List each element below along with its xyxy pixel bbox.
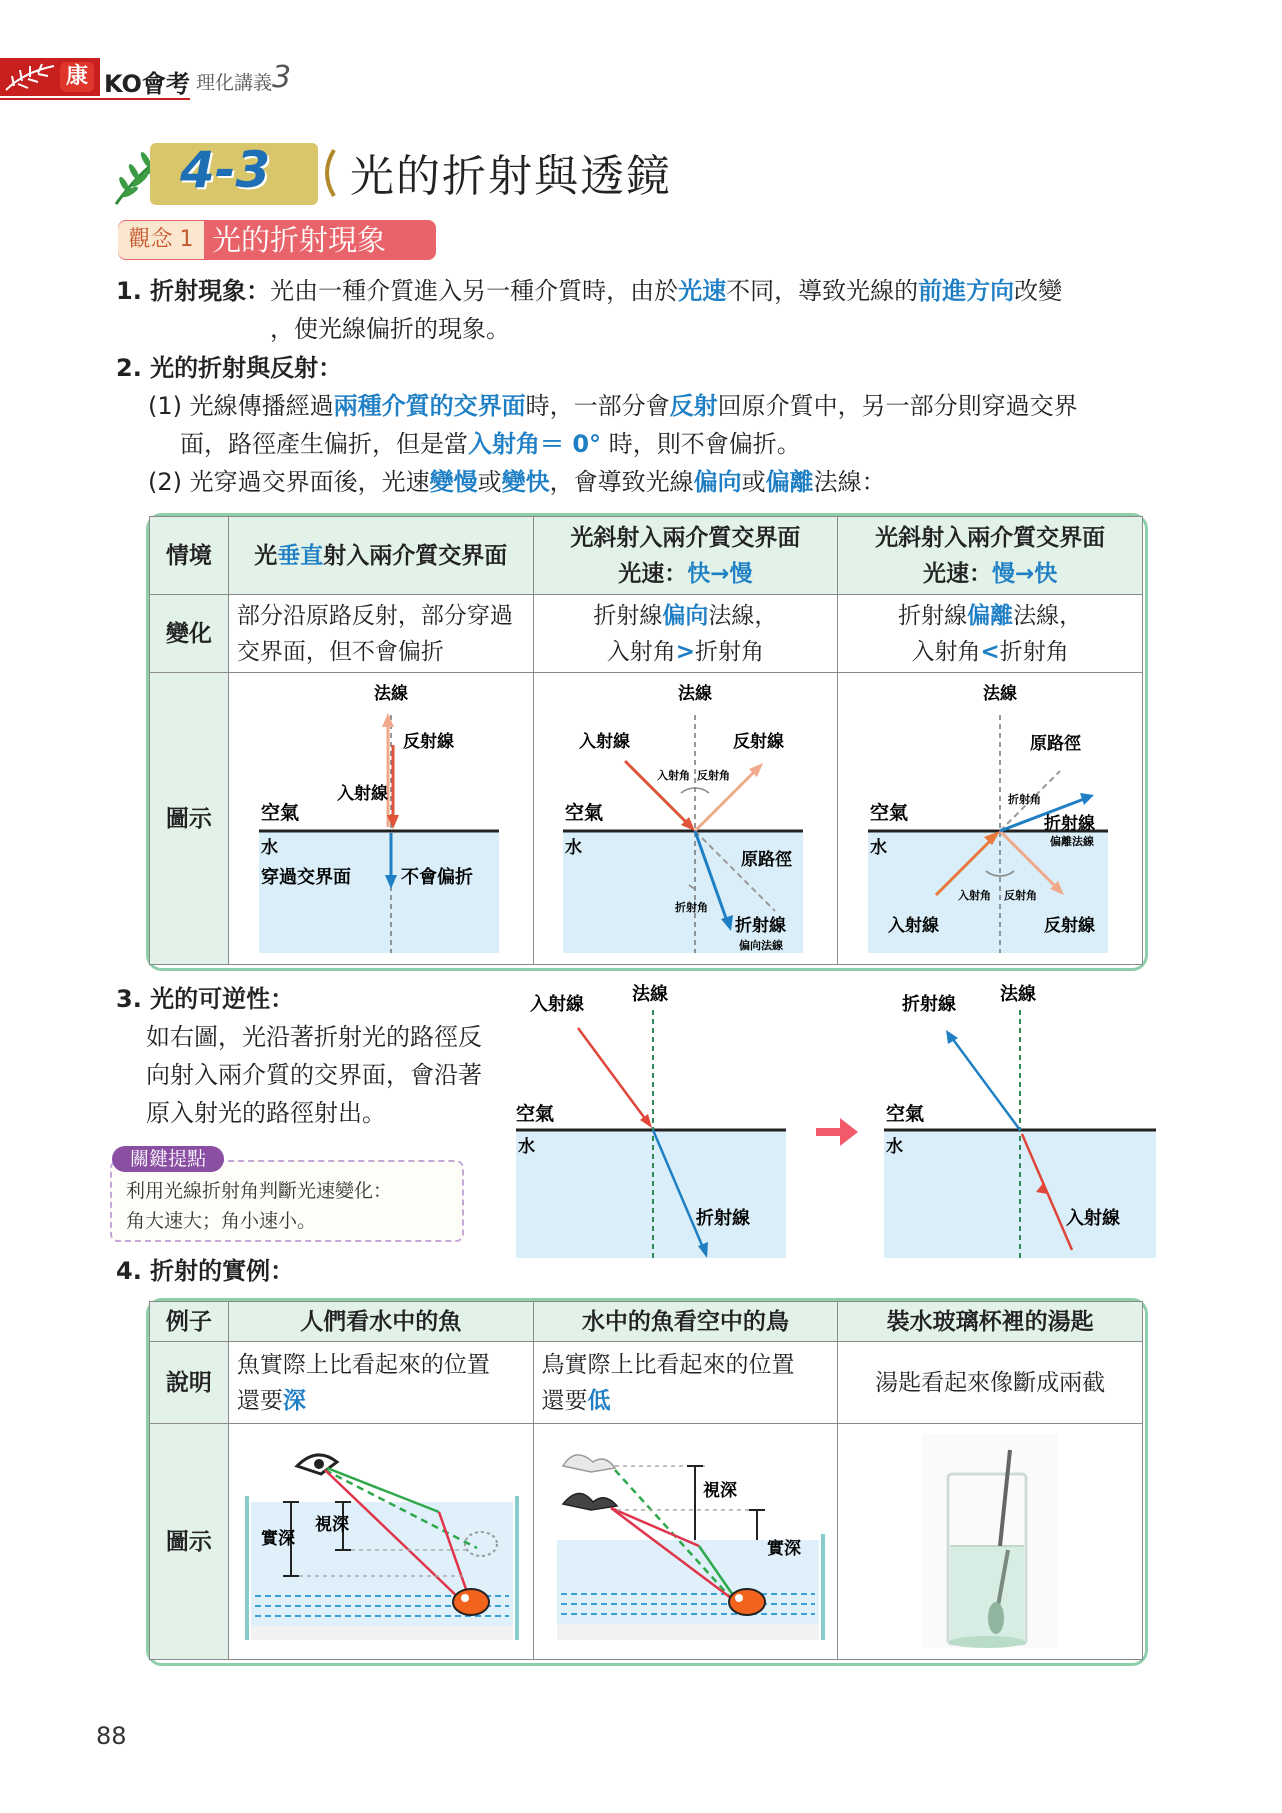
bracket-icon — [316, 146, 340, 200]
label-refracted: 折射線 — [902, 994, 956, 1015]
series-title: KO會考 — [104, 70, 190, 98]
label-air: 空氣 — [565, 801, 604, 824]
label-toward-normal: 偏向法線 — [739, 938, 784, 952]
row-header-diagram: 圖示 — [150, 1424, 229, 1660]
palm-leaf-icon — [4, 62, 56, 92]
label-apparent-depth: 視深 — [703, 1480, 738, 1501]
explain-1: 魚實際上比看起來的位置 還要深 — [228, 1342, 533, 1424]
label-reflection-angle: 反射角 — [697, 768, 731, 782]
label-away-normal: 偏離法線 — [1050, 834, 1095, 848]
label-incident: 入射線 — [530, 994, 584, 1015]
label-reflection-angle: 反射角 — [1004, 888, 1038, 902]
col-2-header: 光斜射入兩介質交界面 光速：快→慢 — [533, 517, 838, 595]
refracted-ray-right — [952, 1038, 1020, 1130]
diagram-spoon — [838, 1424, 1143, 1660]
reflected-arrow-icon — [382, 713, 394, 727]
label-refraction-angle: 折射角 — [675, 900, 709, 914]
tip-tag: 關鍵提點 — [112, 1146, 224, 1172]
row-header-explain: 說明 — [150, 1342, 229, 1424]
header-rule — [0, 98, 190, 100]
diagram-fast-to-slow — [533, 673, 838, 965]
label-air: 空氣 — [886, 1103, 925, 1125]
label-water: 水 — [260, 837, 278, 858]
para-3-body: 如右圖，光沿著折射光的路徑反向射入兩介質的交界面，會沿著原入射光的路徑射出。 — [146, 1023, 482, 1127]
concept-title: 光的折射現象 — [212, 223, 387, 257]
section-title: 光的折射與透鏡 — [350, 151, 672, 202]
logo-badge: 康 — [60, 62, 94, 92]
label-refracted: 折射線 — [1044, 813, 1096, 834]
spoon-bowl-icon — [988, 1602, 1004, 1634]
label-real-depth: 實深 — [260, 1528, 295, 1549]
page-number: 88 — [96, 1722, 127, 1750]
label-air: 空氣 — [516, 1103, 555, 1125]
label-through: 穿過交界面 — [260, 866, 351, 888]
row-header-situation: 情境 — [150, 517, 229, 595]
label-normal: 法線 — [632, 984, 668, 1005]
fish-eye-icon — [735, 1594, 743, 1602]
label-water: 水 — [886, 1137, 903, 1157]
label-air: 空氣 — [260, 801, 299, 824]
change-cell-1: 部分沿原路反射，部分穿過交界面，但不會偏折 — [228, 595, 533, 673]
label-refraction-angle: 折射角 — [1008, 792, 1042, 806]
diagram-slow-to-fast — [838, 673, 1143, 965]
label-reflected: 反射線 — [1044, 915, 1096, 936]
examples-table — [149, 1301, 1143, 1660]
para-4-label: 4. 折射的實例： — [116, 1257, 295, 1285]
row-header-change: 變化 — [150, 595, 229, 673]
label-normal: 法線 — [1000, 984, 1036, 1005]
glass-water — [950, 1546, 1024, 1642]
example-2: 水中的魚看空中的鳥 — [533, 1302, 838, 1342]
label-refracted: 折射線 — [696, 1208, 750, 1229]
example-1: 人們看水中的魚 — [228, 1302, 533, 1342]
label-air: 空氣 — [870, 801, 909, 824]
label-normal: 法線 — [983, 683, 1018, 704]
para-1-label: 1. 折射現象： — [116, 277, 271, 305]
fish-icon — [453, 1589, 489, 1615]
label-original-path: 原路徑 — [741, 849, 793, 870]
change-cell-3: 折射線偏離法線， 入射角<折射角 — [838, 595, 1143, 673]
label-incidence-angle: 入射角 — [657, 768, 691, 782]
water-area — [259, 831, 499, 953]
section-number: 4-3 — [180, 141, 271, 199]
label-normal: 法線 — [678, 683, 713, 704]
para-1-cont: ，使光線偏折的現象。 — [270, 315, 510, 343]
row-header-diagram: 圖示 — [150, 673, 229, 965]
refracted-arrow-icon — [1080, 793, 1094, 805]
col-1-header: 光垂直射入兩介質交界面 — [228, 517, 533, 595]
apparent-bird-icon — [563, 1454, 615, 1471]
label-incident: 入射線 — [1066, 1208, 1120, 1229]
refraction-table — [149, 516, 1143, 965]
diagram-fish — [228, 1424, 533, 1660]
tip-text: 利用光線折射角判斷光速變化： 角大速大；角小速小。 — [126, 1180, 393, 1232]
para-2-label: 2. 光的折射與反射： — [116, 354, 343, 382]
tank-bottom — [251, 1626, 513, 1640]
label-water: 水 — [565, 837, 583, 858]
label-normal: 法線 — [373, 683, 408, 704]
label-no-bend: 不會偏折 — [400, 866, 473, 888]
para-2-item-2: (2) 光穿過交界面後，光速變慢或變快，會導致光線偏向或偏離法線： — [148, 468, 886, 496]
water-area-left — [516, 1130, 786, 1258]
fish-icon — [729, 1589, 765, 1615]
diagram-perpendicular — [228, 673, 533, 965]
glass-base — [949, 1636, 1025, 1648]
arrow-right-head-icon — [840, 1118, 858, 1146]
label-water: 水 — [870, 837, 888, 858]
label-incident: 入射線 — [888, 915, 940, 936]
label-apparent-depth: 視深 — [314, 1514, 349, 1535]
eye-pupil-icon — [314, 1459, 324, 1469]
volume-number: 3 — [272, 60, 292, 95]
label-reflected: 反射線 — [733, 731, 785, 752]
para-2-item-1-cont: 面，路徑產生偏折，但是當入射角＝ 0° 時，則不會偏折。 — [180, 430, 801, 458]
para-2-item-1: (1) 光線傳播經過兩種介質的交界面時，一部分會反射回原介質中，另一部分則穿過交界 — [148, 392, 1078, 420]
explain-2: 鳥實際上比看起來的位置 還要低 — [533, 1342, 838, 1424]
explain-3: 湯匙看起來像斷成兩截 — [838, 1342, 1143, 1424]
row-header-example: 例子 — [150, 1302, 229, 1342]
label-real-depth: 實深 — [767, 1538, 802, 1559]
label-water: 水 — [518, 1137, 535, 1157]
fish-eye-icon — [461, 1594, 469, 1602]
label-incident: 入射線 — [579, 731, 631, 752]
change-cell-2: 折射線偏向法線， 入射角>折射角 — [533, 595, 838, 673]
bird-icon — [563, 1493, 617, 1510]
label-refracted: 折射線 — [735, 915, 787, 936]
example-3: 裝水玻璃杯裡的湯匙 — [838, 1302, 1143, 1342]
label-incident: 入射線 — [336, 783, 388, 804]
col-3-header: 光斜射入兩介質交界面 光速：慢→快 — [838, 517, 1143, 595]
subject-title: 理化講義 — [196, 72, 273, 94]
label-original-path: 原路徑 — [1030, 733, 1082, 754]
tank-bottom — [557, 1624, 819, 1640]
label-incidence-angle: 入射角 — [958, 888, 992, 902]
concept-tag: 觀念 1 — [118, 221, 204, 259]
label-reflected: 反射線 — [402, 731, 454, 752]
incident-ray-left — [578, 1028, 646, 1120]
para-3-label: 3. 光的可逆性： — [116, 985, 295, 1013]
para-1: 1. 折射現象：光由一種介質進入另一種介質時，由於光速不同，導致光線的前進方向改變 — [116, 277, 1063, 305]
reversibility-figure — [510, 980, 1160, 1260]
diagram-bird — [533, 1424, 838, 1660]
